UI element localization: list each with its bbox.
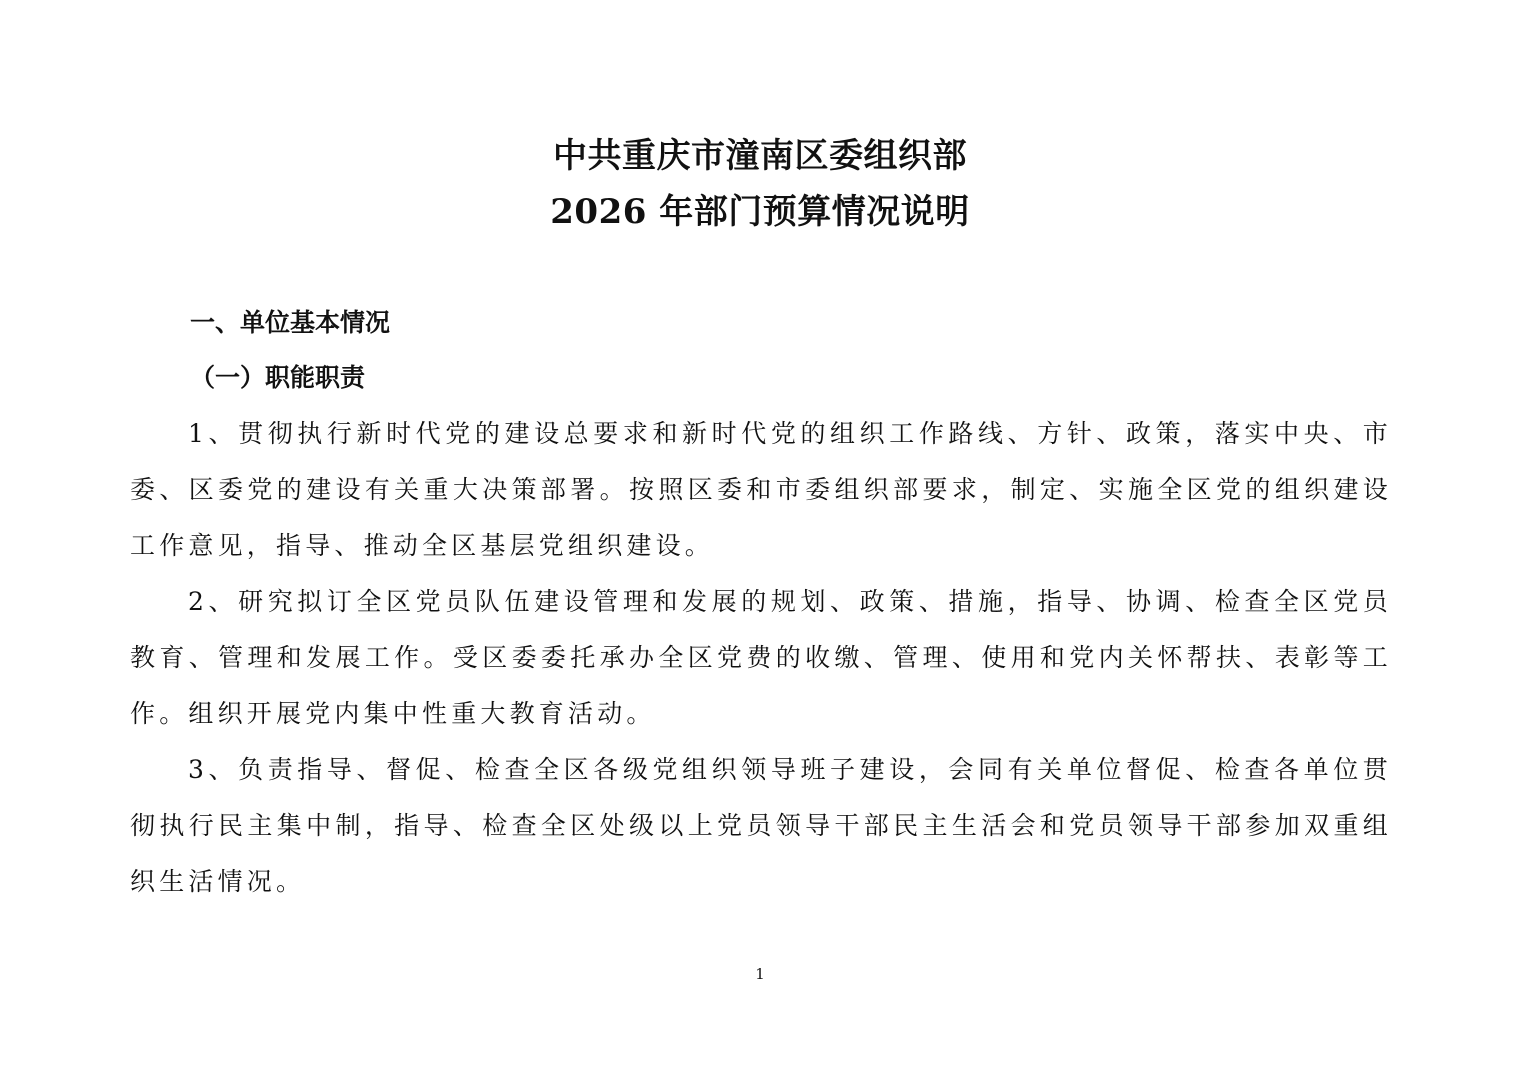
sub-heading: （一）职能职责 <box>190 363 366 392</box>
page-number: 1 <box>755 965 765 983</box>
document-title <box>0 128 1520 240</box>
paragraph-2: 2、研究拟订全区党员队伍建设管理和发展的规划、政策、措施，指导、协调、检查全区党员教育、管理和发展工作。受区委委托承办全区党费的收缴、管理、使用和党内关怀帮扶、表彰等工作。组织开展党内集中性重大教育活动。 <box>130 587 1392 728</box>
title-line-subject: 2026 年部门预算情况说明 <box>550 192 970 232</box>
title-line-organization: 中共重庆市潼南区委组织部 <box>553 136 967 176</box>
section-heading: 一、单位基本情况 <box>190 308 391 337</box>
paragraph-1: 1、贯彻执行新时代党的建设总要求和新时代党的组织工作路线、方针、政策，落实中央、市委、区委党的建设有关重大决策部署。按照区委和市委组织部要求，制定、实施全区党的组织建设工作意见，指导、推动全区基层党组织建设。 <box>130 419 1392 560</box>
paragraph-3: 3、负责指导、督促、检查全区各级党组织领导班子建设，会同有关单位督促、检查各单位贯彻执行民主集中制，指导、检查全区处级以上党员领导干部民主生活会和党员领导干部参加双重组织生活情况。 <box>130 755 1392 896</box>
body-text <box>130 406 1392 910</box>
